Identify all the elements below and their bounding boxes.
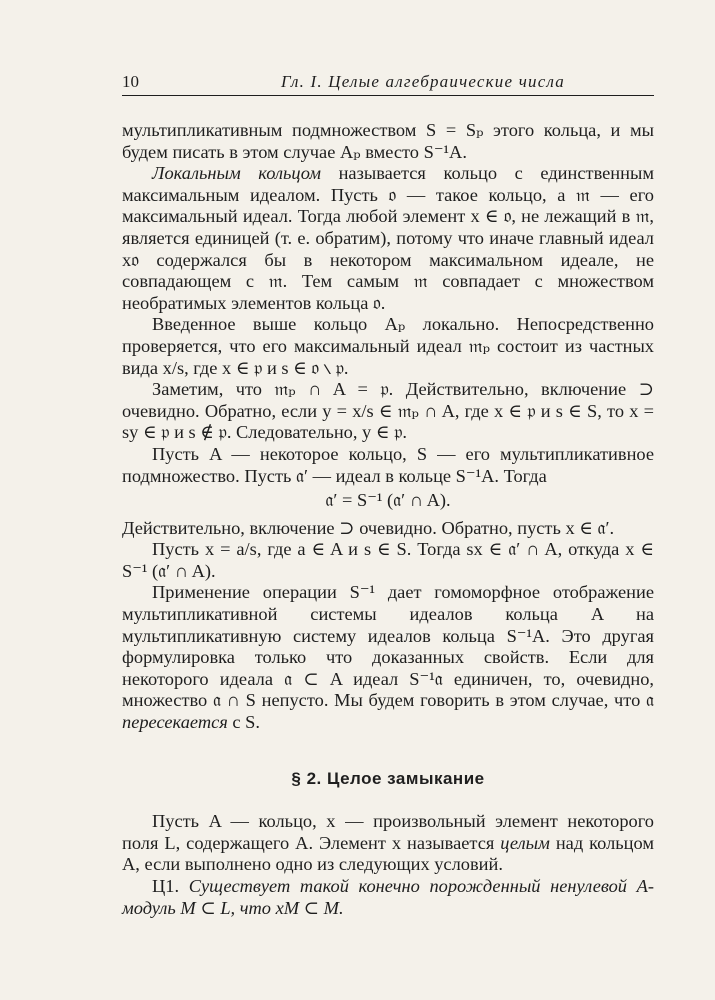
paragraph-8 [122, 582, 654, 733]
paragraph-4: Заметим, что 𝔪ₚ ∩ A = 𝔭. Действительно, включение ⊃ очевидно. Обратно, если y = x/s ∈ 𝔪ₚ ∩ A, где x ∈ 𝔭 и s ∈ S, то x = sy ∈ 𝔭 и s ∉ 𝔭. Следовательно, y ∈ 𝔭. [122, 379, 654, 443]
display-equation: 𝔞′ = S⁻¹ (𝔞′ ∩ A). [325, 490, 451, 511]
paragraph-local-ring-text: называется кольцо с единственным максимальным идеалом. Пусть 𝔬 — такое кольцо, а 𝔪 — его максимальный идеал. Тогда любой элемент x ∈ 𝔬, не лежащий в 𝔪, является единицей (т. е. обратим), потому что иначе главный идеал x𝔬 содержался бы в некотором максимальном идеале, не совпадающем с 𝔪. Тем самым 𝔪 совпадает с множеством необратимых элементов кольца 𝔬. [122, 163, 654, 313]
section-heading: § 2. Целое замыкание [291, 768, 485, 788]
condition-c1 [122, 876, 654, 919]
page-number: 10 [122, 72, 139, 91]
book-page [122, 72, 654, 919]
paragraph-8-end: с S. [227, 712, 260, 733]
paragraph-7: Пусть x = a/s, где a ∈ A и s ∈ S. Тогда sx ∈ 𝔞′ ∩ A, откуда x ∈ S⁻¹ (𝔞′ ∩ A). [122, 539, 654, 581]
paragraph-9-end: над кольцом A, если выполнено одно из следующих условий. [122, 832, 654, 875]
term-local-ring: Локальным кольцом [152, 163, 321, 184]
paragraph-9 [122, 811, 654, 876]
paragraph-local-ring [122, 163, 654, 314]
condition-c1-text: Существует такой конечно порожденный ненулевой A-модуль M ⊂ L, что xM ⊂ M. [122, 876, 655, 918]
paragraph-6: Действительно, включение ⊃ очевидно. Обратно, пусть x ∈ 𝔞′. [122, 517, 615, 538]
condition-c1-label: Ц1. [152, 876, 189, 896]
paragraph-5: Пусть A — некоторое кольцо, S — его мультипликативное подмножество. Пусть 𝔞′ — идеал в кольце S⁻¹A. Тогда [122, 443, 654, 486]
paragraph-9-text: Пусть A — кольцо, x — произвольный элемент некоторого поля L, содержащего A. Элемент x называется [122, 811, 654, 853]
page-body [122, 120, 654, 919]
running-title: Гл. I. Целые алгебраические числа [281, 72, 565, 91]
term-integral: целым [500, 832, 550, 853]
paragraph-8-text: Применение операции S⁻¹ дает гомоморфное отображение мультипликативной системы идеалов кольца A на мультипликативную систему идеалов кольца S⁻¹A. Это другая формулировка только что доказанных свойств. Если для некоторого идеала 𝔞 ⊂ A идеал S⁻¹𝔞 единичен, то, очевидно, множество 𝔞 ∩ S непусто. Мы будем говорить в этом случае, что 𝔞 [122, 582, 654, 711]
paragraph-3: Введенное выше кольцо Aₚ локально. Непосредственно проверяется, что его максимальный идеал 𝔪ₚ состоит из частных вида x/s, где x ∈ 𝔭 и s ∈ 𝔬 ∖ 𝔭. [122, 314, 654, 378]
term-intersects: пересекается [122, 712, 228, 733]
running-header [122, 72, 654, 96]
paragraph-1: мультипликативным подмножеством S = Sₚ этого кольца, и мы будем писать в этом случае Aₚ вместо S⁻¹A. [122, 120, 654, 162]
